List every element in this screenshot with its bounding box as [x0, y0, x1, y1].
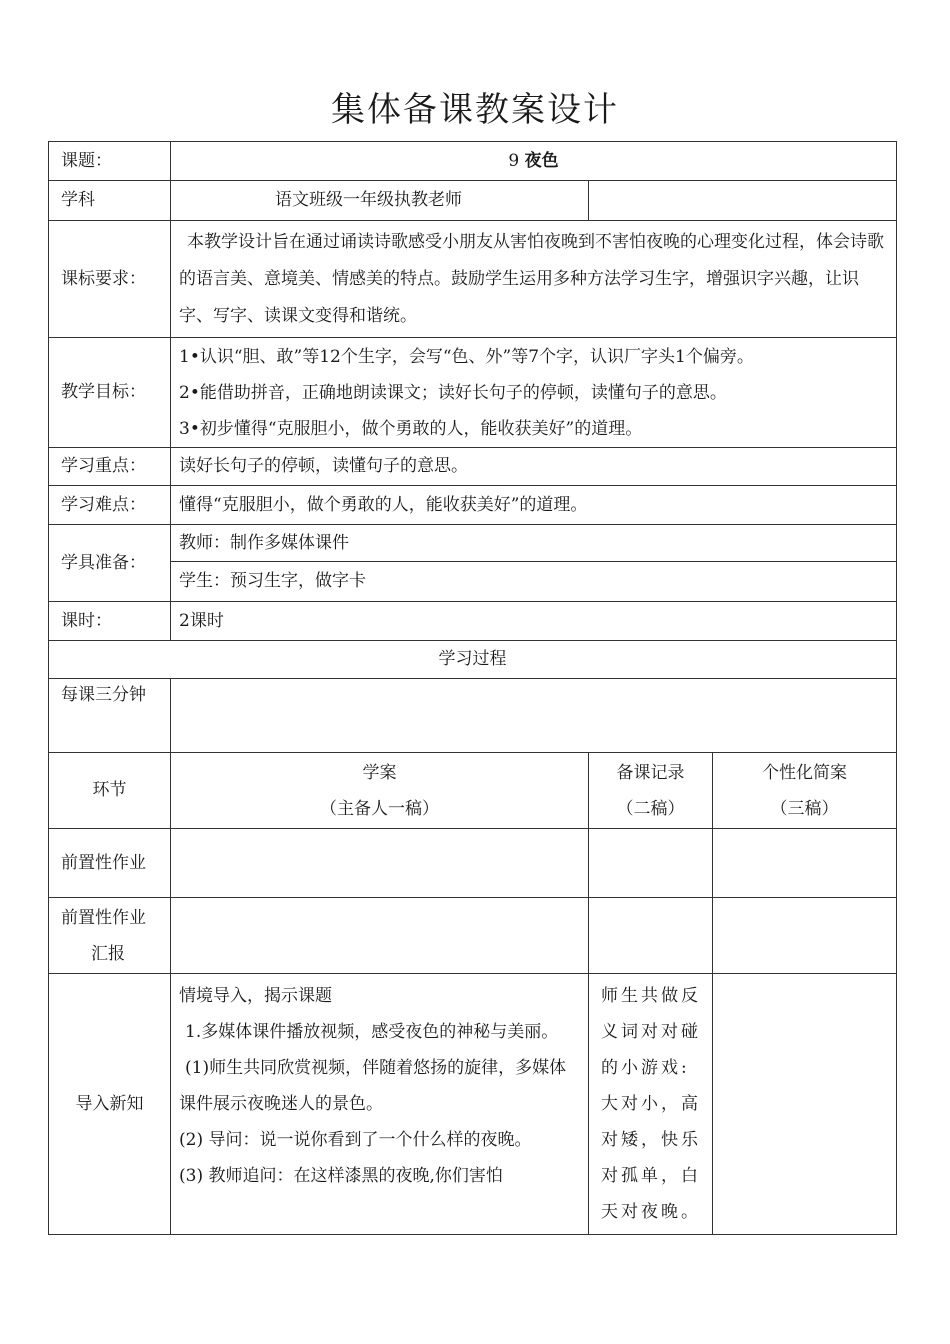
goals-list	[171, 338, 897, 448]
row-header	[49, 753, 897, 829]
intro-label: 导入新知	[49, 974, 171, 1235]
subject-label: 学科	[49, 181, 171, 221]
daily-content	[171, 679, 897, 753]
intro-plan-step: 1.多媒体课件播放视频，感受夜色的神秘与美丽。	[185, 1022, 559, 1042]
row-subject	[49, 181, 897, 221]
row-topic	[49, 142, 897, 181]
standard-text: 本教学设计旨在通过诵读诗歌感受小朋友从害怕夜晚到不害怕夜晚的心理变化过程，体会诗歌的语言美、意境美、情感美的特点。鼓励学生运用多种方法学习生字，增强识字兴趣，让识字、写字、读课文变得和谐统。	[171, 221, 897, 338]
standard-label: 课标要求：	[49, 221, 171, 338]
focus-text: 读好长句子的停顿，读懂句子的意思。	[171, 448, 897, 486]
row-intro	[49, 974, 897, 1235]
prework-report-line2: 汇报	[91, 943, 125, 964]
intro-personal	[713, 974, 897, 1235]
prework-report-line1: 前置性作业	[61, 907, 146, 928]
intro-plan	[171, 974, 589, 1235]
row-hours	[49, 602, 897, 641]
prework-report-label	[49, 898, 171, 974]
difficulty-label: 学习难点：	[49, 486, 171, 525]
prework-personal	[713, 829, 897, 898]
prework-report-plan	[171, 898, 589, 974]
goal-item: 3•初步懂得“克服胆小，做个勇敢的人，能收获美好”的道理。	[179, 418, 643, 439]
intro-record: 师生共做反义词对对碰的小游戏:大对小，高对矮，快乐对孤单，白天对夜晚。	[589, 974, 713, 1235]
focus-label: 学习重点：	[49, 448, 171, 486]
intro-plan-heading: 情境导入，揭示课题	[179, 986, 332, 1006]
topic-label: 课题：	[49, 142, 171, 181]
topic-name: 夜色	[524, 150, 559, 171]
topic-number: 9	[508, 150, 520, 171]
intro-plan-step: (3) 教师追问：在这样漆黑的夜晚,你们害怕	[179, 1166, 503, 1186]
prep-teacher: 教师：制作多媒体课件	[171, 525, 897, 562]
row-goals	[49, 338, 897, 448]
row-focus	[49, 448, 897, 486]
prework-record	[589, 829, 713, 898]
header-record	[589, 753, 713, 829]
subject-extra	[589, 181, 897, 221]
prework-plan	[171, 829, 589, 898]
row-standard	[49, 221, 897, 338]
intro-plan-step: (2) 导问：说一说你看到了一个什么样的夜晚。	[179, 1130, 532, 1150]
header-record-title: 备课记录	[616, 762, 685, 783]
row-prep-student	[49, 562, 897, 602]
header-section: 环节	[49, 753, 171, 829]
header-record-note: （二稿）	[616, 798, 685, 819]
goal-item: 2•能借助拼音，正确地朗读课文；读好长句子的停顿，读懂句子的意思。	[179, 382, 727, 403]
prep-label: 学具准备：	[49, 525, 171, 602]
process-label: 学习过程	[49, 641, 897, 679]
goals-label: 教学目标：	[49, 338, 171, 448]
prework-report-record	[589, 898, 713, 974]
hours-label: 课时：	[49, 602, 171, 641]
row-process	[49, 641, 897, 679]
row-difficulty	[49, 486, 897, 525]
daily-label: 每课三分钟	[49, 679, 171, 753]
row-prework-report	[49, 898, 897, 974]
header-personal-title: 个性化简案	[762, 762, 847, 783]
header-plan	[171, 753, 589, 829]
header-plan-title: 学案	[362, 762, 397, 783]
goal-item: 1•认识“胆、敢”等12个生字，会写“色、外”等7个字，认识厂字头1个偏旁。	[179, 346, 754, 367]
lesson-plan-table	[48, 141, 897, 1235]
header-personal	[713, 753, 897, 829]
subject-value: 语文班级一年级执教老师	[171, 181, 589, 221]
row-prework	[49, 829, 897, 898]
row-prep-teacher	[49, 525, 897, 562]
row-daily	[49, 679, 897, 753]
prework-report-personal	[713, 898, 897, 974]
difficulty-text: 懂得“克服胆小，做个勇敢的人，能收获美好”的道理。	[171, 486, 897, 525]
intro-plan-step: (1)师生共同欣赏视频，伴随着悠扬的旋律，多媒体课件展示夜晚迷人的景色。	[179, 1058, 567, 1114]
header-personal-note: （三稿）	[770, 798, 839, 819]
prep-student: 学生：预习生字，做字卡	[171, 562, 897, 602]
header-plan-note: （主备人一稿）	[320, 798, 439, 819]
prework-label: 前置性作业	[49, 829, 171, 898]
page-title: 集体备课教案设计	[331, 90, 619, 130]
hours-value: 2课时	[171, 602, 897, 641]
topic-value	[171, 142, 897, 181]
